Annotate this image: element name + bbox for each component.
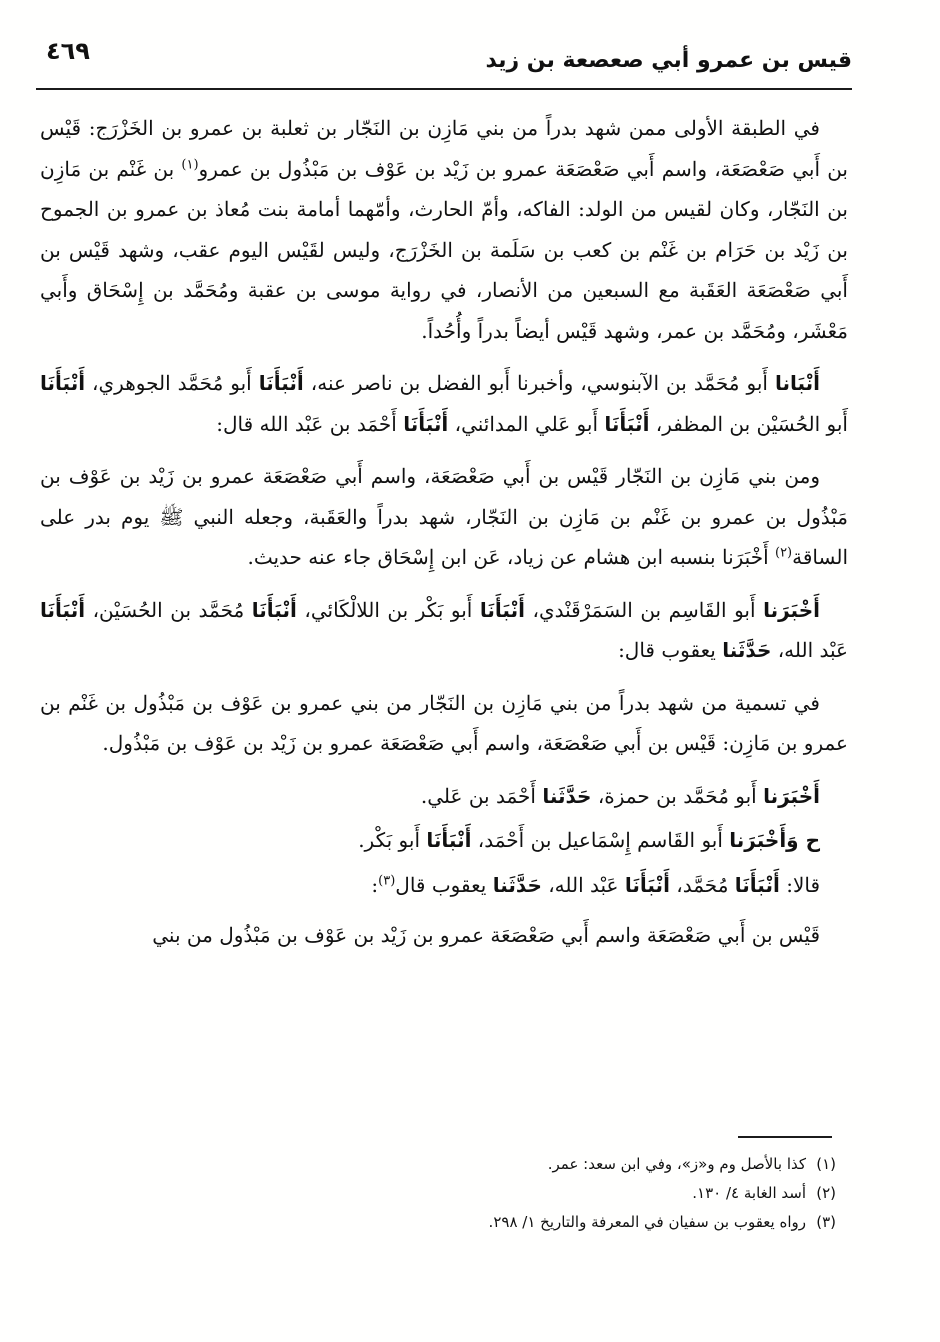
paragraph-qays-lineage: في الطبقة الأولى ممن شهد بدراً من بني مَازِن بن النَجّار بن ثعلبة بن عمرو بن الخَزْرَج: قَيْس بن أَبي صَعْصَعَة، واسم أَبي صَعْصَعَة عمرو بن زَيْد بن عَوْف بن مَبْذُول بن عمرو$^{(١)}$ بن غَنْم بن مَازِن بن النَجّار، وكان لقيس من الولد: الفاكه، وأمّ الحارث، وأمّهما أمامة بنت مُعاذ بن عمرو بن الجموح بن زَيْد بن حَرَام بن غَنْم بن كعب بن سَلَمة بن الخَزْرَج، وليس لقَيْس اليوم عقب، وشهد قَيْس بن أَبي صَعْصَعَة العَقَبة مع السبعين من الأنصار، في رواية موسى بن عقبة ومُحَمَّد بن إِسْحَاق وأَبي مَعْشَر، ومُحَمَّد بن عمر، وشهد قَيْس أيضاً بدراً وأُحُداً. bbox=[40, 116, 848, 343]
transmission-term: أَخْبَرَنا bbox=[763, 597, 820, 622]
footnote-text: كذا بالأصل وم و«ز»، وفي ابن سعد: عمر. bbox=[547, 1155, 806, 1173]
footnote-separator bbox=[738, 1136, 832, 1138]
footnotes bbox=[60, 1150, 836, 1237]
transmission-term: أَنْبَانا bbox=[774, 371, 820, 395]
footnote-1 bbox=[60, 1150, 836, 1179]
transmission-term: أَنْبَأَنَا bbox=[624, 872, 670, 897]
transmission-term: أَنْبَأَنَا bbox=[258, 371, 304, 395]
paragraph-isnad-1: أَنْبَانا أَبو مُحَمَّد بن الآبنوسي، وأخبرنا أَبو الفضل بن ناصر عنه، أَنْبَأَنَا أَبو مُحَمَّد الجوهري، أَنْبَأَنَا أَبو الحُسَيْن بن المظفر، أَنْبَأَنَا أَبو عَلي المدائني، أَنْبَأَنَا أَحْمَد بن عَبْد الله قال: bbox=[40, 371, 848, 436]
transmission-term: أَنْبَأَنَا bbox=[251, 597, 297, 622]
transmission-term: أَنْبَأَنَا bbox=[734, 872, 780, 897]
footnote-text: أسد الغابة ٤/ ١٣٠. bbox=[692, 1184, 806, 1202]
transmission-term: حَدَّثَنا bbox=[492, 872, 542, 897]
paragraph-badr-list: في تسمية من شهد بدراً من بني مَازِن بن النَجّار من بني عمرو بن عَوْف بن مَبْذُول بن غَنْم بن عمرو بن مَازِن: قَيْس بن أَبي صَعْصَعَة، واسم أَبي صَعْصَعَة عمرو بن زَيْد بن عَوْف بن مَبْذُول. bbox=[40, 690, 848, 755]
transmission-term: أَخْبَرَنا bbox=[763, 783, 820, 808]
footnote-ref-1[interactable]: (١) bbox=[181, 156, 199, 172]
footnote-2 bbox=[60, 1179, 836, 1208]
paragraph-isnad-2: أَخْبَرَنا أَبو القَاسِم بن السَمَرْقَنْدي، أَنْبَأَنَا أَبو بَكْر بن اللالْكَائي، أَنْبَأَنَا مُحَمَّد بن الحُسَيْن، أَنْبَأَنَا عَبْد الله، حَدَّثَنا يعقوب قال: bbox=[40, 597, 848, 662]
transmission-term: حَدَّثَنا bbox=[542, 783, 592, 808]
page-number: ٤٦٩ bbox=[46, 37, 90, 65]
paragraph-isnad-5: قالا: أَنْبَأَنَا مُحَمَّد، أَنْبَأَنَا عَبْد الله، حَدَّثَنا يعقوب قال$^{(٣)}$: bbox=[371, 872, 820, 897]
footnote-3 bbox=[60, 1208, 836, 1237]
transmission-term: أَنْبَأَنَا bbox=[40, 371, 86, 395]
transmission-term: وَأَخْبَرَنا bbox=[729, 828, 799, 852]
transmission-term: أَنْبَأَنَا bbox=[479, 597, 525, 622]
transmission-term: أَنْبَأَنَا bbox=[40, 597, 86, 622]
paragraph-bani-mazin: ومن بني مَازِن بن النَجّار قَيْس بن أَبي صَعْصَعَة، واسم أَبي صَعْصَعَة عمرو بن زَيْد بن عَوْف بن مَبْذُول بن عمرو بن غَنْم بن مَازِن بن النَجّار، شهد بدراً والعَقَبة، وجعله النبي ﷺ يوم بدر على الساقة$^{(٢)}$ أَخْبَرَنا بنسبه ابن هشام عن زياد، عَن ابن إِسْحَاق جاء عنه حديث. bbox=[40, 464, 848, 569]
running-header bbox=[36, 30, 852, 90]
main-text bbox=[40, 108, 848, 960]
footnote-mark: (٣) bbox=[816, 1213, 836, 1231]
paragraph-continuation: قَيْس بن أَبي صَعْصَعَة واسم أَبي صَعْصَعَة عمرو بن زَيْد بن عَوْف بن مَبْذُول من بني bbox=[152, 923, 820, 947]
transmission-term: أَنْبَأَنَا bbox=[403, 411, 449, 436]
transmission-term: أَنْبَأَنَا bbox=[426, 828, 472, 852]
paragraph-isnad-4: ح وَأَخْبَرَنا أَبو القَاسم إِسْمَاعيل بن أَحْمَد، أَنْبَأَنَا أَبو بَكْر. bbox=[358, 828, 820, 852]
transmission-term: أَنْبَأَنَا bbox=[604, 411, 650, 436]
footnote-ref-2[interactable]: (٢) bbox=[774, 545, 793, 561]
tahwil-marker: ح bbox=[798, 828, 820, 852]
footnote-mark: (١) bbox=[816, 1155, 836, 1173]
transmission-term: حَدَّثَنا bbox=[722, 638, 772, 662]
running-title: قيس بن عمرو أبي صعصعة بن زيد bbox=[485, 48, 852, 73]
footnote-text: رواه يعقوب بن سفيان في المعرفة والتاريخ ١/ ٢٩٨. bbox=[488, 1213, 806, 1231]
footnote-mark: (٢) bbox=[816, 1184, 836, 1202]
footnote-ref-3[interactable]: (٣) bbox=[378, 872, 396, 888]
paragraph-isnad-3: أَخْبَرَنا أَبو مُحَمَّد بن حمزة، حَدَّثَنا أَحْمَد بن عَلي. bbox=[420, 783, 820, 808]
